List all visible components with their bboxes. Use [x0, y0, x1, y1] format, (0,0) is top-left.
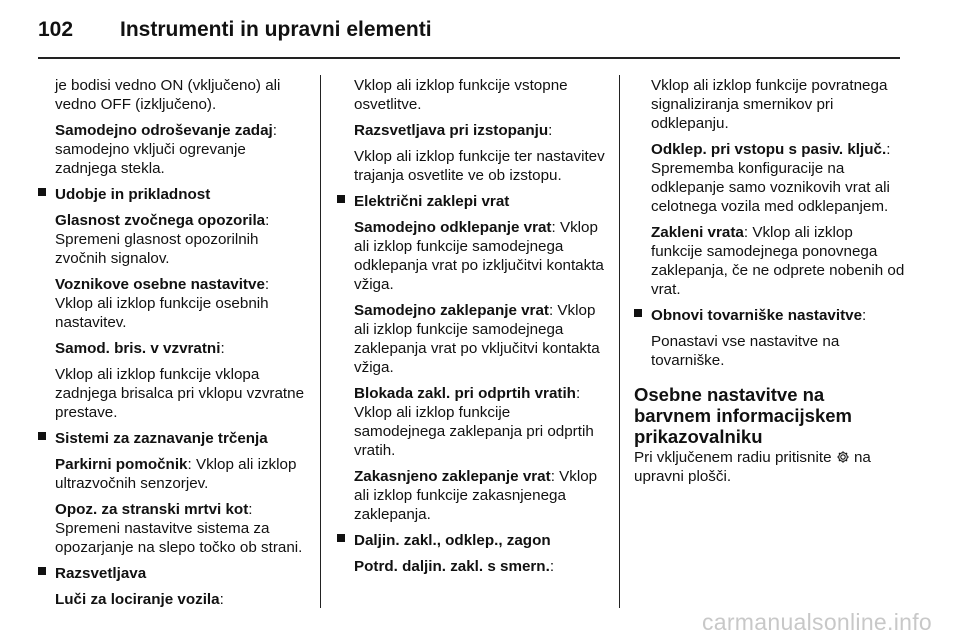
setting-desc: :	[548, 122, 553, 139]
bullet-heading	[38, 185, 308, 204]
setting-desc: : Spremeni glasnost opozorilnih zvočnih signalov.	[55, 212, 270, 267]
setting-desc: :	[220, 340, 225, 357]
setting-desc: : Sprememba konfiguracije na odklepanje samo voznikovih vrat ali celotnega vozila med odklepanjem.	[651, 141, 891, 215]
bullet-text: Električni zaklepi vrat	[354, 193, 510, 210]
setting-desc: : Vklop ali izklop ultrazvočnih senzorjev.	[55, 456, 297, 492]
setting-desc: :	[219, 591, 224, 608]
setting-item	[38, 275, 308, 332]
text: Vklop ali izklop funkcije ter nastavitev trajanja osvetlite ve ob izstopu.	[354, 148, 605, 184]
setting-desc: : Vklop ali izklop funkcije samodejnega odklepanja vrat po izključitvi kontakta vžiga.	[354, 219, 604, 293]
setting-item	[38, 590, 308, 609]
bullet-square-icon	[38, 188, 46, 196]
text: na upravni plošči.	[634, 449, 871, 485]
text: Pri vključenem radiu pritisnite	[634, 449, 832, 466]
setting-desc: : Vklop ali izklop funkcije samodejnega zaklepanja pri odprtih vratih.	[354, 385, 594, 459]
column-divider-2	[619, 75, 620, 608]
setting-term: Samod. bris. v vzvratni	[55, 340, 221, 357]
column-divider-1	[320, 75, 321, 608]
setting-term: Parkirni pomočnik	[55, 456, 188, 473]
page-header	[38, 14, 900, 54]
bullet-heading	[337, 192, 605, 211]
bullet-heading	[337, 531, 605, 550]
text: Ponastavi vse nastavitve na tovarniške.	[651, 333, 840, 369]
paragraph	[337, 147, 605, 185]
setting-term: Opoz. za stranski mrtvi kot	[55, 501, 249, 518]
setting-term: Glasnost zvočnega opozorila	[55, 212, 266, 229]
bullet-heading	[38, 429, 308, 448]
setting-desc: : Spremeni nastavitve sistema za opozarjanje na slepo točko ob strani.	[55, 501, 303, 556]
section-heading: Osebne nastavitve na barvnem informacijskem prikazovalniku	[634, 384, 852, 447]
setting-item	[38, 121, 308, 178]
paragraph	[38, 76, 308, 114]
setting-desc: : samodejno vključi ogrevanje zadnjega stekla.	[55, 122, 277, 177]
setting-term: Voznikove osebne nastavitve	[55, 276, 265, 293]
header-rule	[38, 57, 900, 59]
paragraph	[634, 332, 906, 370]
bullet-text: Udobje in prikladnost	[55, 186, 211, 203]
setting-desc: : Vklop ali izklop funkcije samodejnega zaklepanja vrat po vključitvi kontakta vžiga.	[354, 302, 600, 376]
setting-term: Zakasnjeno zaklepanje vrat	[354, 468, 551, 485]
setting-term: Blokada zakl. pri odprtih vratih	[354, 385, 576, 402]
setting-desc: :	[549, 558, 555, 575]
text: Vklop ali izklop funkcije povratnega signaliziranja smernikov pri odklepanju.	[651, 77, 888, 132]
paragraph	[634, 76, 906, 133]
bullet-square-icon	[337, 195, 345, 203]
setting-item	[337, 384, 605, 460]
bullet-text: Razsvetljava	[55, 565, 147, 582]
bullet-colon: :	[862, 307, 867, 324]
setting-term: Samodejno odklepanje vrat	[354, 219, 552, 236]
text: je bodisi vedno ON (vključeno) ali vedno OFF (izključeno).	[55, 77, 281, 113]
setting-item	[38, 211, 308, 268]
setting-item	[634, 140, 906, 216]
bullet-square-icon	[38, 432, 46, 440]
setting-term: Zakleni vrata	[651, 224, 744, 241]
setting-item	[337, 557, 605, 576]
setting-item	[38, 339, 308, 358]
setting-item	[38, 500, 308, 557]
setting-item	[337, 121, 605, 140]
paragraph	[337, 76, 605, 114]
bullet-text: Obnovi tovarniške nastavitve	[651, 307, 863, 324]
settings-icon	[836, 450, 850, 464]
watermark: carmanualsonline.info	[701, 609, 932, 635]
bullet-text: Daljin. zakl., odklep., zagon	[354, 532, 551, 549]
setting-item	[38, 455, 308, 493]
paragraph	[634, 448, 906, 486]
bullet-square-icon	[337, 534, 345, 542]
column-1	[38, 76, 308, 616]
text: Vklop ali izklop funkcije vstopne osvetlitve.	[354, 77, 568, 113]
bullet-square-icon	[634, 309, 642, 317]
setting-item	[337, 301, 605, 377]
setting-term: Razsvetljava pri izstopanju	[354, 122, 549, 139]
setting-term: Samodejno odroševanje zadaj	[55, 122, 273, 139]
setting-item	[337, 467, 605, 524]
setting-desc: : Vklop ali izklop funkcije zakasnjenega zaklepanja.	[354, 468, 598, 523]
column-3	[634, 76, 906, 493]
setting-term: Samodejno zaklepanje vrat	[354, 302, 549, 319]
bullet-heading	[38, 564, 308, 583]
text: Vklop ali izklop funkcije vklopa zadnjega brisalca pri vklopu vzvratne prestave.	[55, 366, 305, 421]
page-number: 102	[38, 18, 74, 41]
column-2	[337, 76, 605, 583]
page-title: Instrumenti in upravni elementi	[120, 18, 432, 41]
bullet-heading	[634, 306, 906, 325]
setting-term: Luči za lociranje vozila	[55, 591, 220, 608]
setting-term: Potrd. daljin. zakl. s smern.	[354, 558, 550, 575]
setting-item	[337, 218, 605, 294]
bullet-square-icon	[38, 567, 46, 575]
setting-term: Odklep. pri vstopu s pasiv. ključ.	[651, 141, 887, 158]
setting-desc: : Vklop ali izklop funkcije osebnih nastavitev.	[55, 276, 270, 331]
paragraph	[38, 365, 308, 422]
setting-desc: : Vklop ali izklop funkcije samodejnega ponovnega zaklepanja, če ne odprete nobenih od vrat.	[651, 224, 905, 298]
setting-item	[634, 223, 906, 299]
bullet-text: Sistemi za zaznavanje trčenja	[55, 430, 268, 447]
